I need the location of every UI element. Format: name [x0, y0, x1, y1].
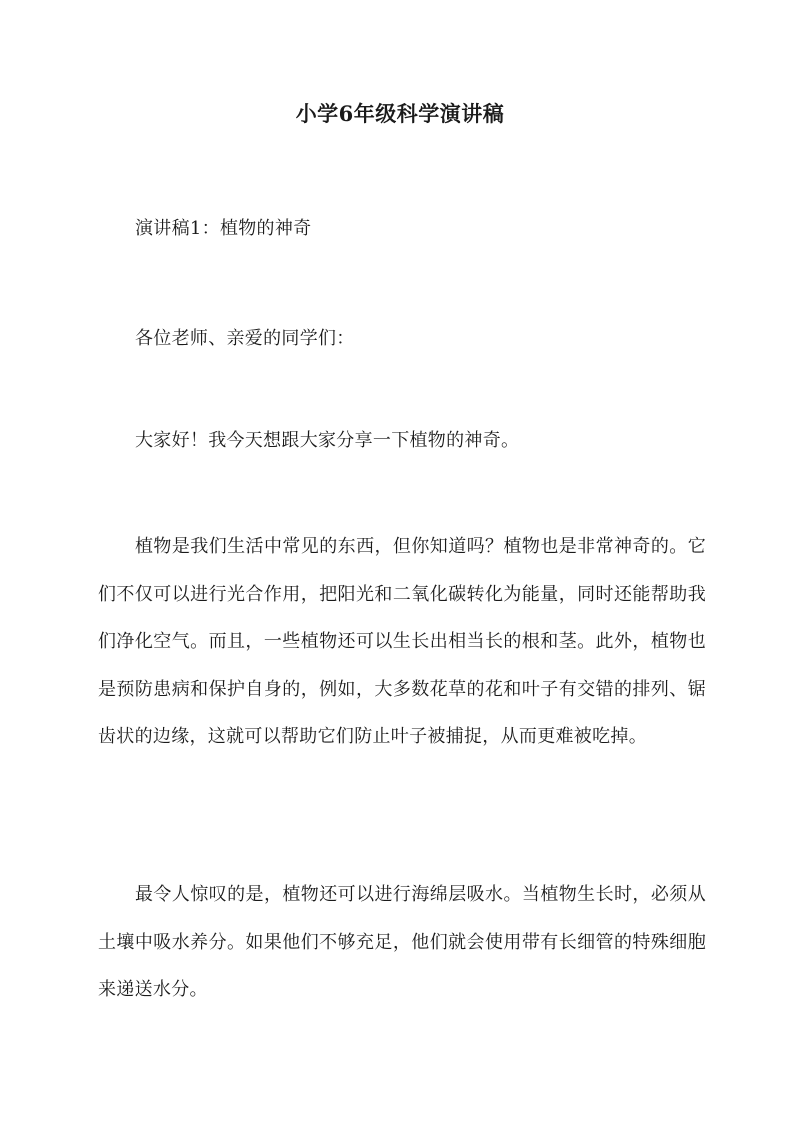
- body-paragraph-1: 植物是我们生活中常见的东西，但你知道吗？植物也是非常神奇的。它们不仅可以进行光合作用，把阳光和二氧化碳转化为能量，同时还能帮助我们净化空气。而且，一些植物还可以生长出相当长的根和茎。此外，植物也是预防患病和保护自身的，例如，大多数花草的花和叶子有交错的排列、锯齿状的边缘，这就可以帮助它们防止叶子被捕捉，从而更难被吃掉。: [98, 536, 706, 747]
- greeting-paragraph: 各位老师、亲爱的同学们：: [135, 328, 355, 349]
- speech-heading: 演讲稿1：植物的神奇: [135, 218, 312, 239]
- document-title: 小学6年级科学演讲稿: [295, 101, 505, 126]
- body-paragraph-2: 最令人惊叹的是，植物还可以进行海绵层吸水。当植物生长时，必须从土壤中吸水养分。如果他们不够充足，他们就会使用带有长细管的特殊细胞来递送水分。: [98, 884, 706, 1000]
- opening-paragraph: 大家好！我今天想跟大家分享一下植物的神奇。: [135, 430, 520, 451]
